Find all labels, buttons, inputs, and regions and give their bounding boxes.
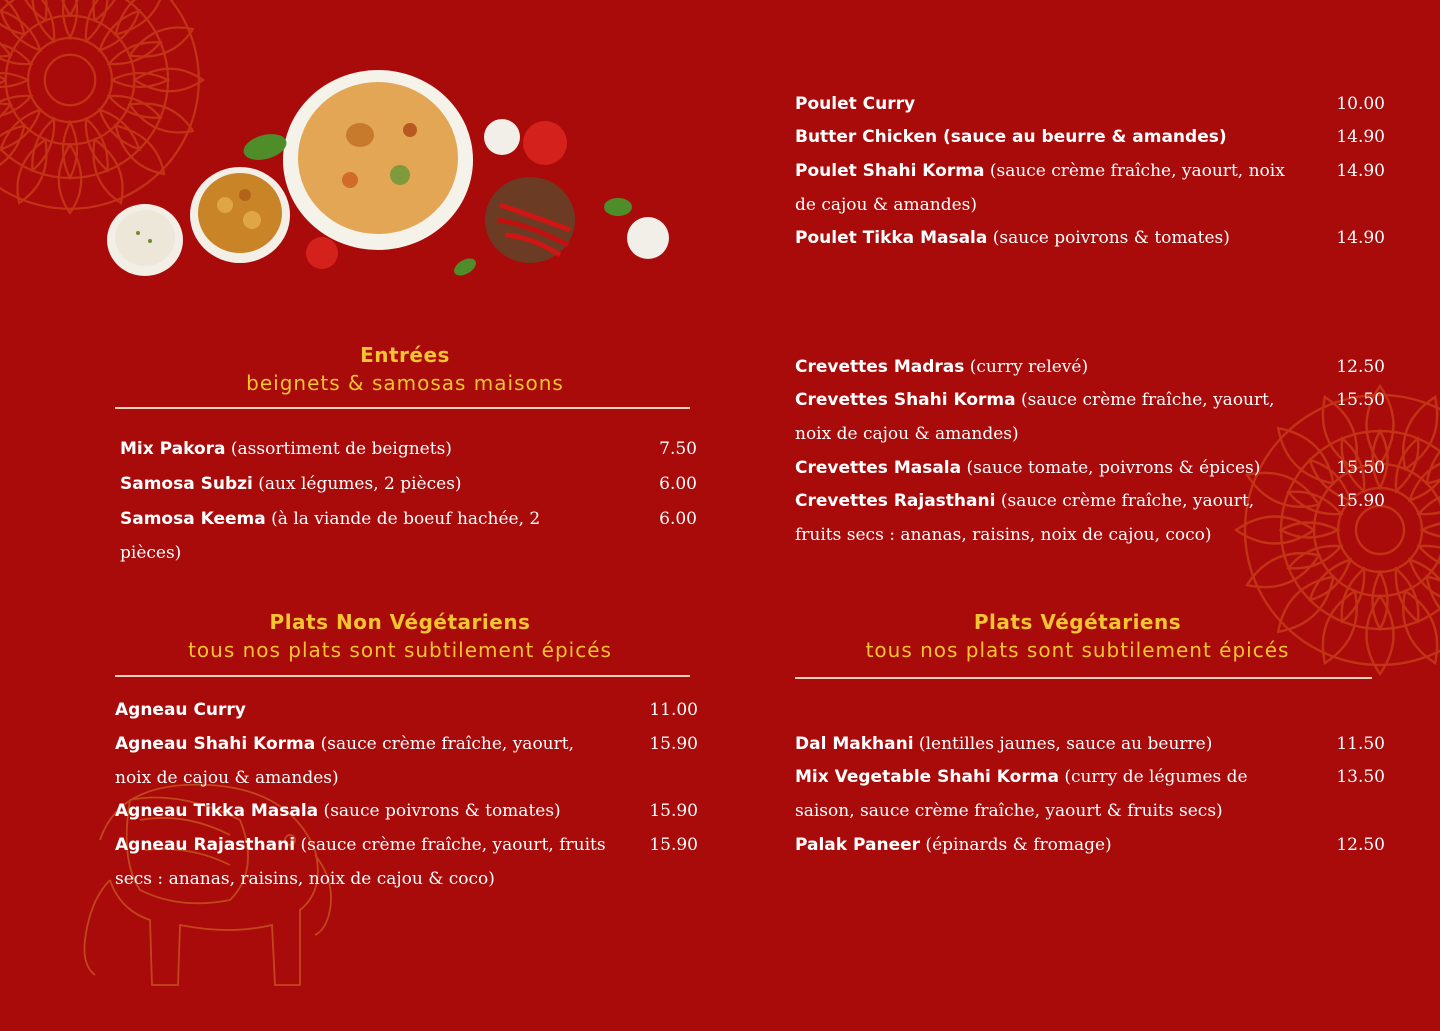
entrees-divider — [115, 407, 690, 409]
non-veg-subtitle: tous nos plats sont subtilement épicés — [188, 638, 612, 662]
menu-item: Poulet Curry 10.00 — [795, 87, 1385, 121]
menu-item: Agneau Curry 11.00 — [115, 693, 698, 727]
menu-item: Agneau Tikka Masala (sauce poivrons & tomates) 15.90 — [115, 794, 698, 828]
item-price: 13.50 — [1336, 767, 1385, 787]
item-price: 6.00 — [659, 474, 697, 494]
veg-header — [795, 610, 1360, 662]
item-price: 11.00 — [649, 700, 698, 720]
item-price: 14.90 — [1336, 161, 1385, 181]
item-price: 12.50 — [1336, 835, 1385, 855]
item-price: 15.50 — [1336, 390, 1385, 410]
item-price: 11.50 — [1336, 734, 1385, 754]
entrees-title: Entrées — [360, 343, 450, 367]
non-veg-divider — [115, 675, 690, 677]
non-veg-title: Plats Non Végétariens — [269, 610, 531, 634]
item-price: 10.00 — [1336, 94, 1385, 114]
menu-item: Samosa Keema (à la viande de boeuf hachée, 2 pièces) 6.00 — [120, 502, 697, 570]
left-column — [115, 0, 705, 1031]
menu-item: Crevettes Shahi Korma (sauce crème fraîche, yaourt, noix de cajou & amandes) 15.50 — [795, 383, 1385, 451]
veg-subtitle: tous nos plats sont subtilement épicés — [865, 638, 1290, 662]
menu-item: Crevettes Madras (curry relevé) 12.50 — [795, 350, 1385, 384]
item-price: 12.50 — [1336, 357, 1385, 377]
menu-item: Mix Pakora (assortiment de beignets) 7.50 — [120, 432, 697, 466]
menu-item: Poulet Tikka Masala (sauce poivrons & tomates) 14.90 — [795, 221, 1385, 255]
non-veg-header — [115, 610, 685, 662]
item-price: 14.90 — [1336, 228, 1385, 248]
item-price: 15.90 — [649, 835, 698, 855]
right-column — [795, 0, 1385, 1031]
entrees-subtitle: beignets & samosas maisons — [246, 371, 564, 395]
item-price: 14.90 — [1336, 127, 1385, 147]
menu-item: Agneau Rajasthani (sauce crème fraîche, yaourt, fruits secs : ananas, raisins, noix de cajou & coco) 15.90 — [115, 828, 698, 896]
menu-item: Poulet Shahi Korma (sauce crème fraîche, yaourt, noix de cajou & amandes) 14.90 — [795, 154, 1385, 222]
item-price: 15.50 — [1336, 458, 1385, 478]
menu-item: Crevettes Rajasthani (sauce crème fraîche, yaourt, fruits secs : ananas, raisins, noix de cajou, coco) 15.90 — [795, 484, 1385, 552]
menu-item: Mix Vegetable Shahi Korma (curry de légumes de saison, sauce crème fraîche, yaourt & fruits secs) 13.50 — [795, 760, 1385, 828]
item-price: 15.90 — [649, 734, 698, 754]
item-price: 6.00 — [659, 509, 697, 529]
veg-title: Plats Végétariens — [973, 610, 1182, 634]
item-price: 15.90 — [1336, 491, 1385, 511]
item-price: 7.50 — [659, 439, 697, 459]
menu-item: Dal Makhani (lentilles jaunes, sauce au beurre) 11.50 — [795, 727, 1385, 761]
menu-item: Agneau Shahi Korma (sauce crème fraîche, yaourt, noix de cajou & amandes) 15.90 — [115, 727, 698, 795]
veg-divider — [795, 677, 1372, 679]
menu-item: Butter Chicken (sauce au beurre & amandes) 14.90 — [795, 120, 1385, 154]
menu-item: Samosa Subzi (aux légumes, 2 pièces) 6.00 — [120, 467, 697, 501]
entrees-header — [115, 343, 695, 395]
menu-item: Palak Paneer (épinards & fromage) 12.50 — [795, 828, 1385, 862]
item-price: 15.90 — [649, 801, 698, 821]
menu-item: Crevettes Masala (sauce tomate, poivrons & épices) 15.50 — [795, 451, 1385, 485]
